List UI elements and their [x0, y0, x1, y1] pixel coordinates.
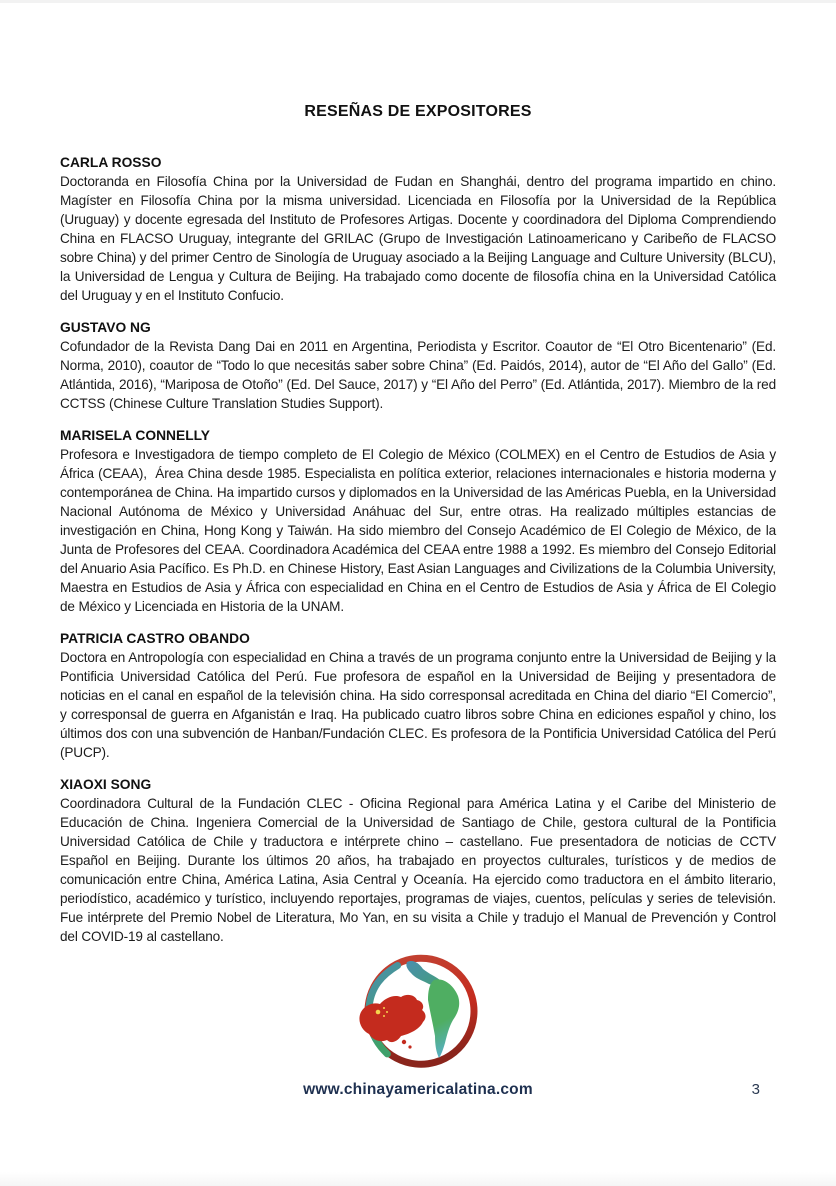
speaker-name: CARLA ROSSO	[60, 155, 162, 170]
speaker-name: PATRICIA CASTRO OBANDO	[60, 631, 250, 646]
speaker-bio: Profesora e Investigadora de tiempo completo de El Colegio de México (COLMEX) en el Centro de Estudios de Asia y África (CEAA), Área China desde 1985. Especialista en política exterior, relaciones internacionales e historia moderna y contemporánea de China. Ha impartido cursos y diplomados en la Universidad de las Américas Puebla, en la Universidad Nacional Autónoma de México y Universidad Anáhuac del Sur, entre otras. Ha realizado múltiples estancias de investigación en China, Hong Kong y Taiwán. Ha sido miembro del Consejo Académico de El Colegio de México, de la Junta de Profesores del CEAA. Coordinadora Académica del CEAA entre 1988 a 1992. Es miembro del Consejo Editorial del Anuario Asia Pacífico. Es Ph.D. en Chinese History, East Asian Languages and Civilizations de la Columbia University, Maestra en Estudios de Asia y África con especialidad en China en el Centro de Estudios de Asia y África de El Colegio de México y Licenciada en Historia de la UNAM.	[60, 447, 776, 614]
globe-logo-icon	[347, 950, 489, 1072]
speaker-section-gustavo-ng	[60, 318, 776, 413]
china-island-dot	[402, 1040, 406, 1044]
china-star-icon	[383, 1015, 385, 1017]
page-number: 3	[751, 1081, 760, 1098]
south-america-shape	[428, 979, 459, 1058]
speaker-section-carla-rosso	[60, 153, 776, 305]
china-america-latina-logo	[0, 950, 836, 1077]
china-star-icon	[383, 1007, 385, 1009]
website-link[interactable]: www.chinayamericalatina.com	[303, 1081, 533, 1098]
page-footer	[60, 1078, 776, 1102]
china-island-dot	[408, 1045, 411, 1048]
speaker-bio: Coordinadora Cultural de la Fundación CLEC - Oficina Regional para América Latina y el Caribe del Ministerio de Educación de China. Ingeniera Comercial de la Universidad de Santiago de Chile, gestora cultural de la Pontificia Universidad Católica de Chile y traductora e intérprete chino – castellano. Fue presentadora de noticias de CCTV Español en Beijing. Durante los últimos 20 años, ha trabajado en proyectos culturales, turísticos y de medios de comunicación entre China, América Latina, Asia Central y Oceanía. Ha ejercido como traductora en el ámbito literario, periodístico, académico y turístico, incluyendo reportajes, programas de viajes, cuentos, películas y series de televisión. Fue intérprete del Premio Nobel de Literatura, Mo Yan, en su visita a Chile y tradujo el Manual de Prevención y Control del COVID-19 al castellano.	[60, 796, 776, 944]
speaker-bio: Doctora en Antropología con especialidad en China a través de un programa conjunto entre la Universidad de Beijing y la Pontificia Universidad Católica del Perú. Fue profesora de español en la Universidad de Beijing y presentadora de noticias en el canal en español de la televisión china. Ha sido corresponsal acreditada en China del diario “El Comercio”, y corresponsal de guerra en Afganistán e Iraq. Ha publicado cuatro libros sobre China en ediciones español y chino, los últimos dos con una subvención de Hanban/Fundación CLEC. Es profesora de la Pontificia Universidad Católica del Perú (PUCP).	[60, 650, 776, 760]
speaker-name: XIAOXI SONG	[60, 777, 152, 792]
speaker-bio: Cofundador de la Revista Dang Dai en 2011 en Argentina, Periodista y Escritor. Coautor de “El Otro Bicentenario” (Ed. Norma, 2010), coautor de “Todo lo que necesitás saber sobre China” (Ed. Paidós, 2014), autor de “El Año del Gallo” (Ed. Atlántida, 2016), “Mariposa de Otoño” (Ed. Del Sauce, 2017) y “El Año del Perro” (Ed. Atlántida, 2017). Miembro de la red CCTSS (Chinese Culture Translation Studies Support).	[60, 339, 776, 411]
speaker-name: GUSTAVO NG	[60, 320, 151, 335]
page-title: RESEÑAS DE EXPOSITORES	[304, 103, 532, 120]
page-bottom-edge	[0, 1172, 836, 1186]
speaker-bio: Doctoranda en Filosofía China por la Universidad de Fudan en Shanghái, dentro del programa impartido en chino. Magíster en Filosofía China por la misma universidad. Licenciada en Filosofía por la Universidad de la República (Uruguay) y docente egresada del Instituto de Profesores Artigas. Docente y coordinadora del Diploma Comprendiendo China en FLACSO Uruguay, integrante del GRILAC (Grupo de Investigación Latinoamericano y Caribeño de FLACSO sobre China) y del primer Centro de Sinología de Uruguay asociado a la Beijing Language and Culture University (BLCU), la Universidad de Lengua y Cultura de Beijing. Ha trabajado como docente de filosofía china en la Universidad Católica del Uruguay y en el Instituto Confucio.	[60, 174, 777, 303]
speaker-section-marisela-connelly	[60, 426, 776, 616]
speaker-section-patricia-castro-obando	[60, 629, 776, 762]
page-top-edge	[0, 0, 836, 3]
speaker-name: MARISELA CONNELLY	[60, 428, 210, 443]
speaker-section-xiaoxi-song	[60, 775, 776, 946]
china-star-icon	[376, 1010, 381, 1015]
china-star-icon	[386, 1011, 388, 1013]
